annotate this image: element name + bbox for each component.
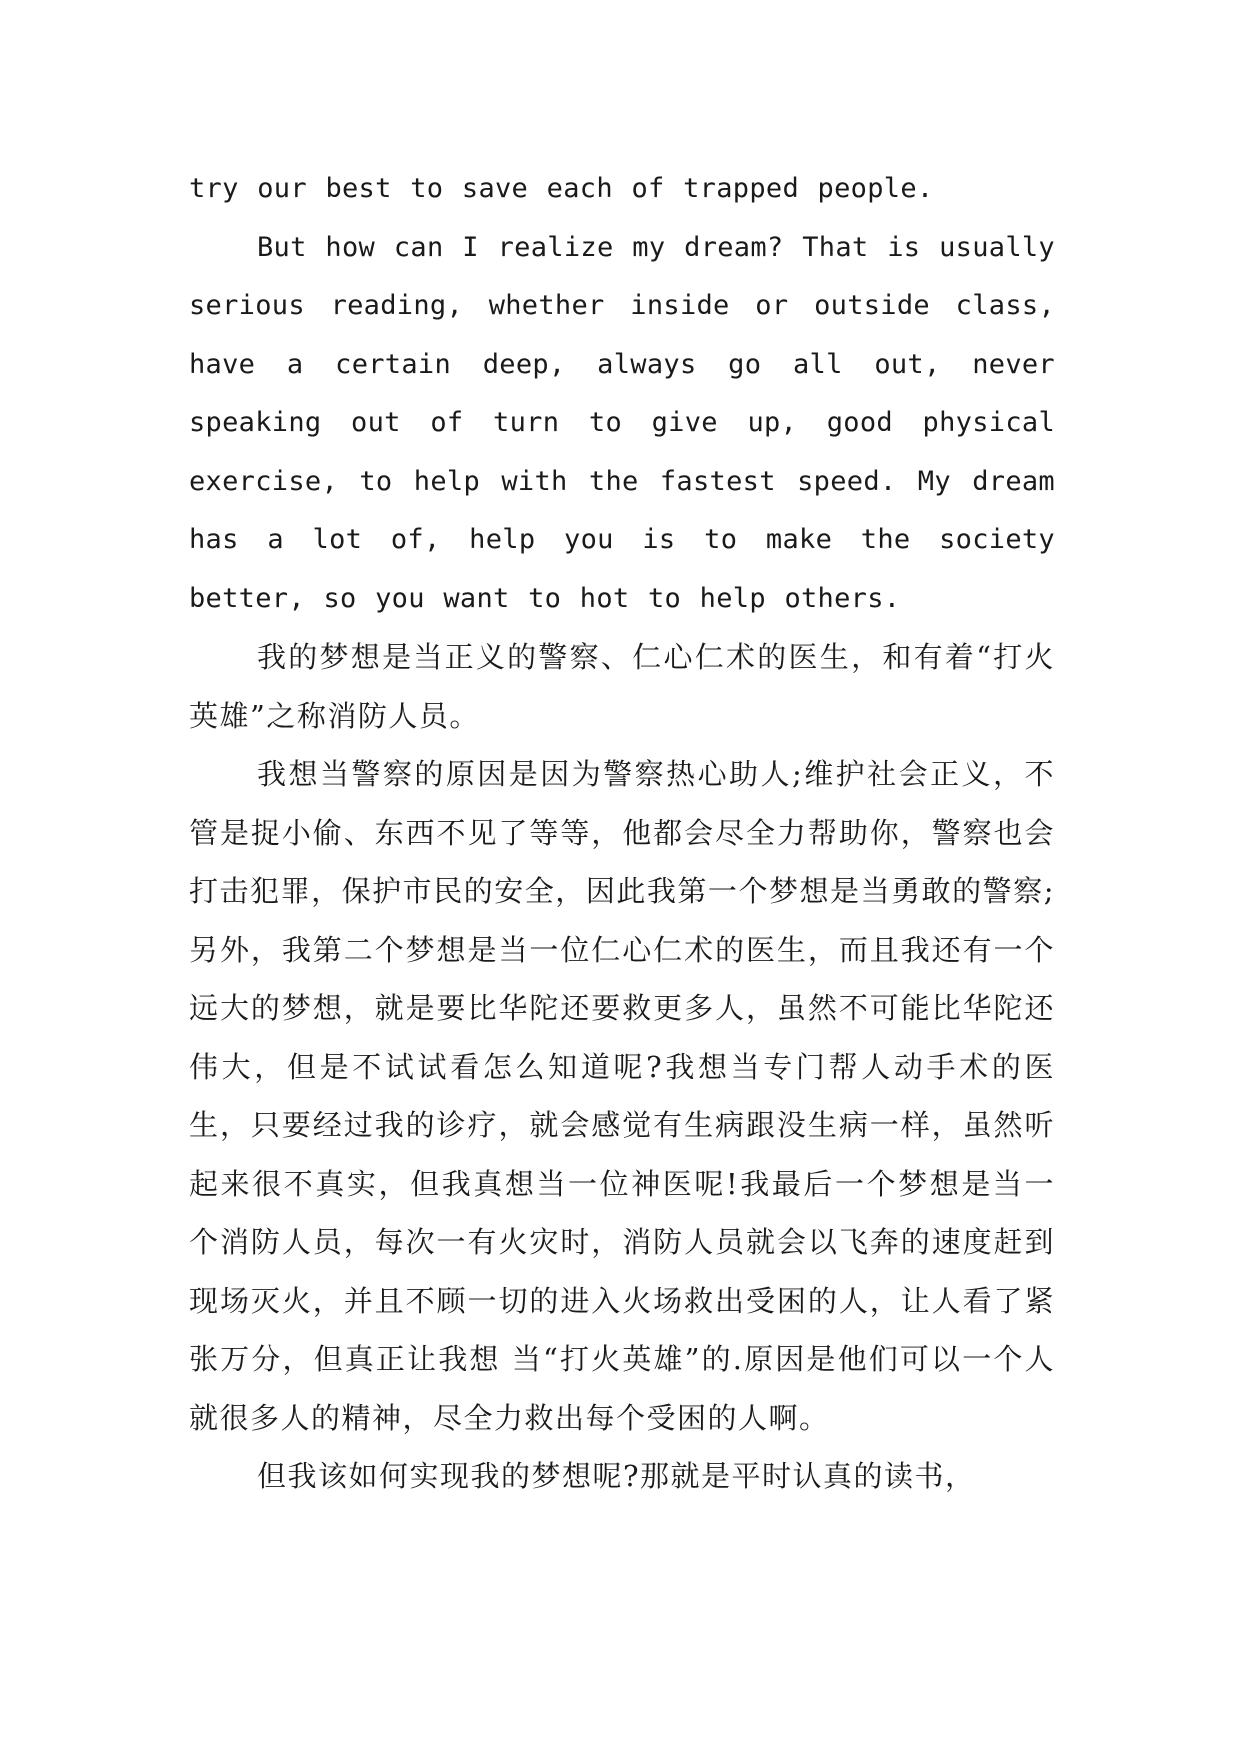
paragraph-chinese-reasons: 我想当警察的原因是因为警察热心助人;维护社会正义，不管是捉小偷、东西不见了等等，他都会尽全力帮助你，警察也会打击犯罪，保护市民的安全，因此我第一个梦想是当勇敢的警察;另外，我第二个梦想是当一位仁心仁术的医生，而且我还有一个远大的梦想，就是要比华陀还要救更多人，虽然不可能比华陀还伟大，但是不试试看怎么知道呢?我想当专门帮人动手术的医生，只要经过我的诊疗，就会感觉有生病跟没生病一样，虽然听起来很不真实，但我真想当一位神医呢!我最后一个梦想是当一个消防人员，每次一有火灾时，消防人员就会以飞奔的速度赶到现场灭火，并且不顾一切的进入火场救出受困的人，让人看了紧张万分，但真正让我想 当“打火英雄”的.原因是他们可以一个人就很多人的精神，尽全力救出每个受困的人啊。	[189, 757, 1055, 1435]
paragraph-chinese-intro: 我的梦想是当正义的警察、仁心仁术的医生，和有着“打火英雄”之称消防人员。	[189, 640, 1055, 733]
paragraph-chinese-how: 但我该如何实现我的梦想呢?那就是平时认真的读书，	[257, 1459, 976, 1493]
document-body	[189, 160, 1055, 1506]
paragraph-continuation: try our best to save each of trapped people.	[189, 173, 934, 204]
paragraph-english-dream: But how can I realize my dream? That is usually serious reading, whether inside or outside class, have a certain deep, always go all out, never speaking out of turn to give up, good physical exercise, to help with the fastest speed. My dream has a lot of, help you is to make the society better, so you want to hot to help others.	[189, 231, 1055, 614]
